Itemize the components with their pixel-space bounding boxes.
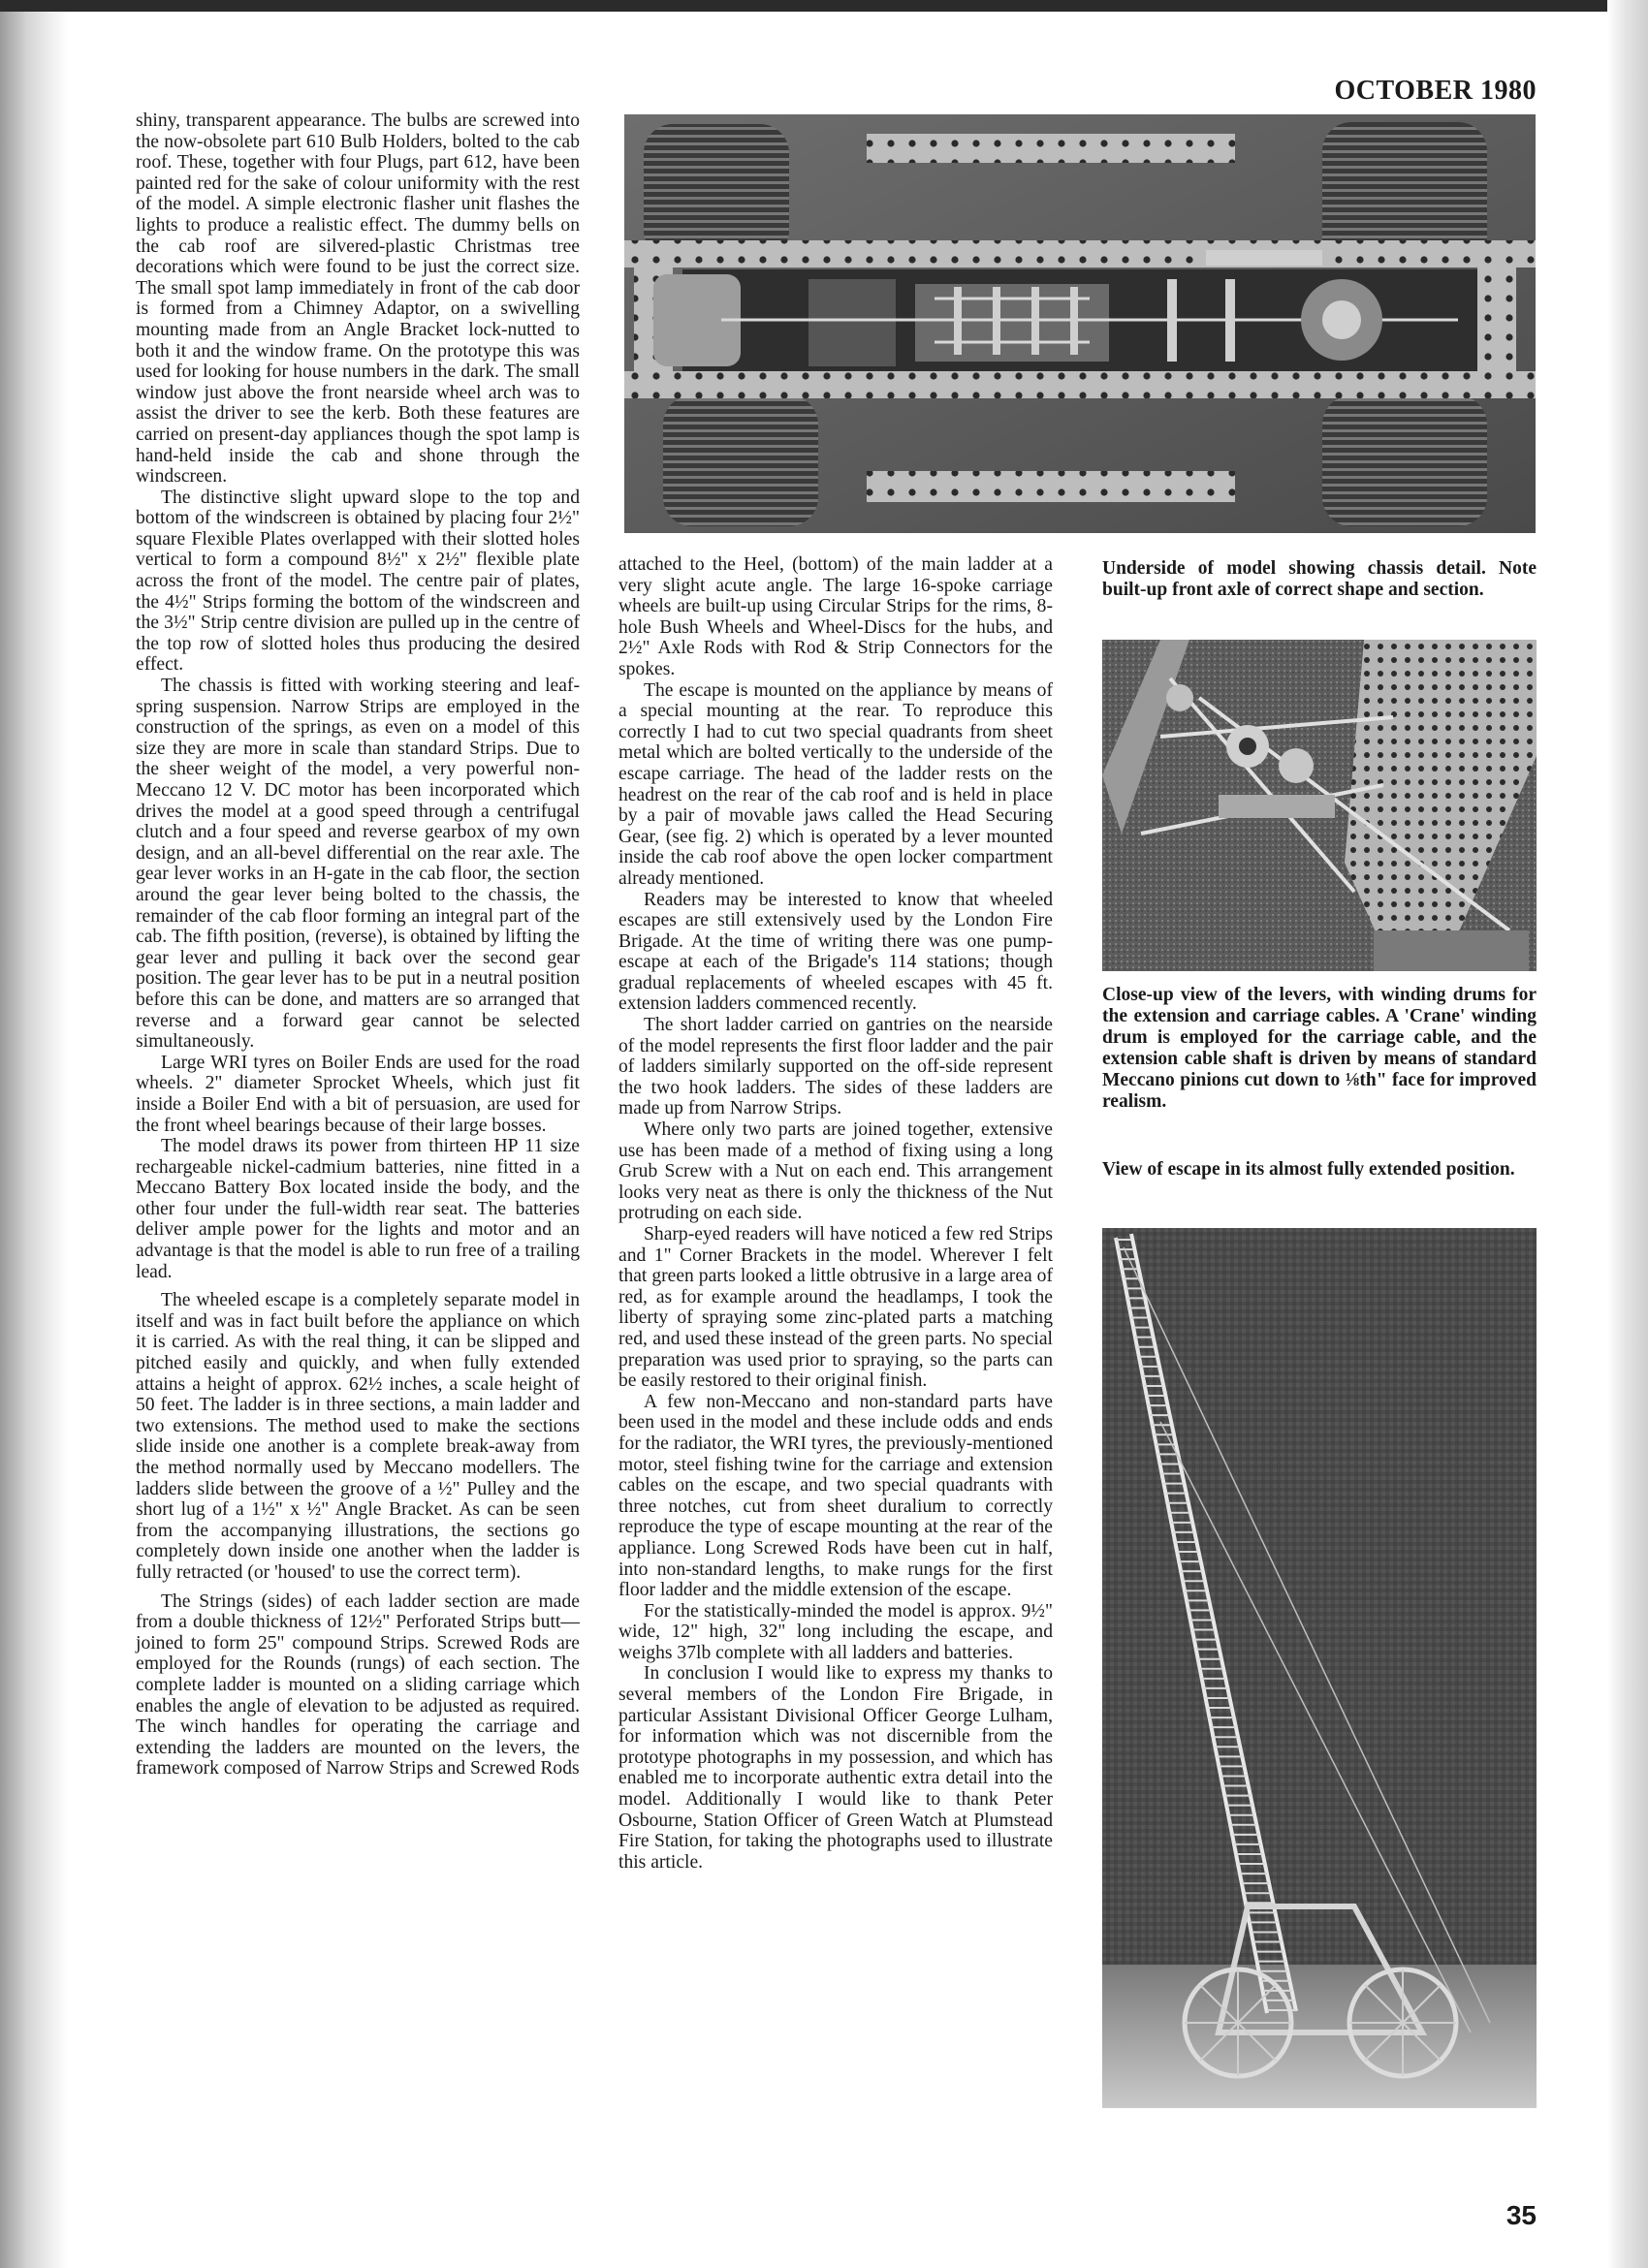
paragraph: Large WRI tyres on Boiler Ends are used for the road wheels. 2" diameter Sprocket Wheels, which just fit inside a Boiler End with a bit of persuasion, are used for the front wheel bearings because of their large bosses. xyxy=(136,1052,580,1136)
paragraph: Where only two parts are joined together, extensive use has been made of a method of fixing using a long Grub Screw with a Nut on each end. This arrangement looks very neat as there is only the thickness of the Nut protruding on each side. xyxy=(618,1119,1053,1224)
paragraph: shiny, transparent appearance. The bulbs are screwed into the now-obsolete part 610 Bulb Holders, bolted to the cab roof. These, together with four Plugs, part 612, have been painted red for the sake of colour uniformity with the rest of the model. A simple electronic flasher unit flashes the lights to produce a realistic effect. The dummy bells on the cab roof are silvered-plastic Christmas tree decorations which were found to be just the correct size. The small spot lamp immediately in front of the cab door is formed from a Chimney Adaptor, on a swivelling mounting made from an Angle Bracket lock-nutted to both it and the window frame. On the prototype this was used for looking for house numbers in the dark. The small window just above the front nearside wheel arch was to assist the driver to see the kerb. Both these features are carried on present-day appliances though the spot lamp is hand-held inside the cab and shone through the windscreen. xyxy=(136,110,580,488)
chassis-underside-photo xyxy=(624,114,1536,533)
paragraph: In conclusion I would like to express my thanks to several members of the London Fire Brigade, in particular Assistant Divisional Officer George Lulham, for information which was not discernible from the prototype photographs in my possession, and which has enabled me to incorporate authentic extra detail into the model. Additionally I would like to thank Peter Osbourne, Station Officer of Green Watch at Plumstead Fire Station, for taking the photographs used to illustrate this article. xyxy=(618,1663,1053,1873)
paragraph: The short ladder carried on gantries on the nearside of the model represents the first floor ladder and the pair of ladders similarly supported on the off-side represent the two hook ladders. The sides of these ladders are made up from Narrow Strips. xyxy=(618,1015,1053,1119)
page-edge-shadow xyxy=(1607,0,1648,2268)
levers-closeup-photo xyxy=(1102,640,1537,971)
paragraph: Sharp-eyed readers will have noticed a few red Strips and 1" Corner Brackets in the model. Wherever I felt that green parts looked a little obtrusive in a large area of red, as for example around the headlamps, I took the liberty of spraying some zinc-plated parts a matching red, and used these instead of the green parts. No special preparation was used prior to spraying, so the parts can be easily restored to their original finish. xyxy=(618,1224,1053,1392)
caption-levers: Close-up view of the levers, with winding drums for the extension and carriage cables. A 'Crane' winding drum is employed for the carriage cable, and the extension cable shaft is driven by means of standard Meccano pinions cut down to ⅛th" face for improved realism. xyxy=(1102,985,1537,1112)
page-gutter-shadow xyxy=(0,0,68,2268)
extended-escape-photo xyxy=(1102,1228,1537,2108)
issue-date: OCTOBER 1980 xyxy=(1334,76,1537,106)
paragraph: The model draws its power from thirteen HP 11 size rechargeable nickel-cadmium batteries, nine fitted in a Meccano Battery Box located inside the body, and the other four under the full-width rear seat. The batteries deliver ample power for the lights and motor and an advantage is that the model is able to run free of a trailing lead. xyxy=(136,1136,580,1282)
article-column-1 xyxy=(136,110,580,1780)
paragraph: The wheeled escape is a completely separate model in itself and was in fact built before the appliance on which it is carried. As with the real thing, it can be slipped and pitched easily and quickly, and when fully extended attains a height of approx. 62½ inches, a scale height of 50 feet. The ladder is in three sections, a main ladder and two extensions. The method used to make the sections slide inside one another is a complete break-away from the method normally used by Meccano modellers. The ladders slide between the groove of a ½" Pulley and the short lug of a 1½" x ½" Angle Bracket. As can be seen from the accompanying illustrations, the sections go completely down inside one another when the ladder is fully retracted (or 'housed' to use the correct term). xyxy=(136,1290,580,1583)
paragraph: The chassis is fitted with working steering and leaf-spring suspension. Narrow Strips are employed in the construction of the springs, as even on a model of this size they are more in scale than standard Strips. Due to the sheer weight of the model, a very powerful non-Meccano 12 V. DC motor has been incorporated which drives the model at a good speed through a centrifugal clutch and a four speed and reverse gearbox of my own design, and an all-bevel differential on the rear axle. The gear lever works in an H-gate in the cab floor, the section around the gear lever being bolted to the chassis, the remainder of the cab floor forming an integral part of the cab. The fifth position, (reverse), is obtained by lifting the gear lever and pulling it back over the second gear position. The gear lever has to be put in a neutral position before this can be done, and matters are so arranged that reverse and a forward gear cannot be selected simultaneously. xyxy=(136,676,580,1053)
article-column-2 xyxy=(618,554,1053,1873)
paragraph: The escape is mounted on the appliance by means of a special mounting at the rear. To reproduce this correctly I had to cut two special quadrants from sheet metal which are bolted vertically to the underside of the escape carriage. The head of the ladder rests on the headrest on the rear of the cab roof and is held in place by a pair of movable jaws called the Head Securing Gear, (see fig. 2) which is operated by a lever mounted inside the cab roof above the open locker compartment already mentioned. xyxy=(618,679,1053,889)
paragraph: For the statistically-minded the model is approx. 9½" wide, 12" high, 32" long including the escape, and weighs 37lb complete with all ladders and batteries. xyxy=(618,1600,1053,1663)
page-number: 35 xyxy=(1505,2200,1537,2230)
paragraph: Readers may be interested to know that wheeled escapes are still extensively used by the London Fire Brigade. At the time of writing there was one pump-escape at each of the Brigade's 114 stations; though gradual replacements of wheeled escapes with 45 ft. extension ladders commenced recently. xyxy=(618,889,1053,1015)
caption-chassis: Underside of model showing chassis detail. Note built-up front axle of correct shape and section. xyxy=(1102,558,1537,600)
paragraph: The Strings (sides) of each ladder section are made from a double thickness of 12½" Perforated Strips butt—joined to form 25" compound Strips. Screwed Rods are employed for the Rounds (rungs) of each section. The complete ladder is mounted on a sliding carriage which enables the angle of elevation to be adjusted as required. The winch handles for operating the carriage and extending the ladders are mounted on the levers, the framework composed of Narrow Strips and Screwed Rods xyxy=(136,1591,580,1780)
paragraph: The distinctive slight upward slope to the top and bottom of the windscreen is obtained by placing four 2½" square Flexible Plates overlapped with their slotted holes vertical to form a compound 8½" x 2½" flexible plate across the front of the model. The centre pair of plates, the 4½" Strips forming the bottom of the windscreen and the 3½" Strip centre division are pulled up in the centre of the top row of slotted holes thus producing the desired effect. xyxy=(136,487,580,676)
paragraph: attached to the Heel, (bottom) of the main ladder at a very slight acute angle. The large 16-spoke carriage wheels are built-up using Circular Strips for the rims, 8-hole Bush Wheels and Wheel-Discs for the hubs, and 2½" Axle Rods with Rod & Strip Connectors for the spokes. xyxy=(618,554,1053,679)
caption-escape: View of escape in its almost fully extended position. xyxy=(1102,1159,1515,1180)
page-top-edge xyxy=(0,0,1648,12)
paragraph: A few non-Meccano and non-standard parts have been used in the model and these include odds and ends for the radiator, the WRI tyres, the previously-mentioned motor, steel fishing twine for the carriage and extension cables on the escape, and two special quadrants with three notches, cut from sheet duralium to correctly reproduce the type of escape mounting at the rear of the appliance. Long Screwed Rods have been cut in half, into non-standard lengths, to make rungs for the first floor ladder and the middle extension of the escape. xyxy=(618,1391,1053,1601)
